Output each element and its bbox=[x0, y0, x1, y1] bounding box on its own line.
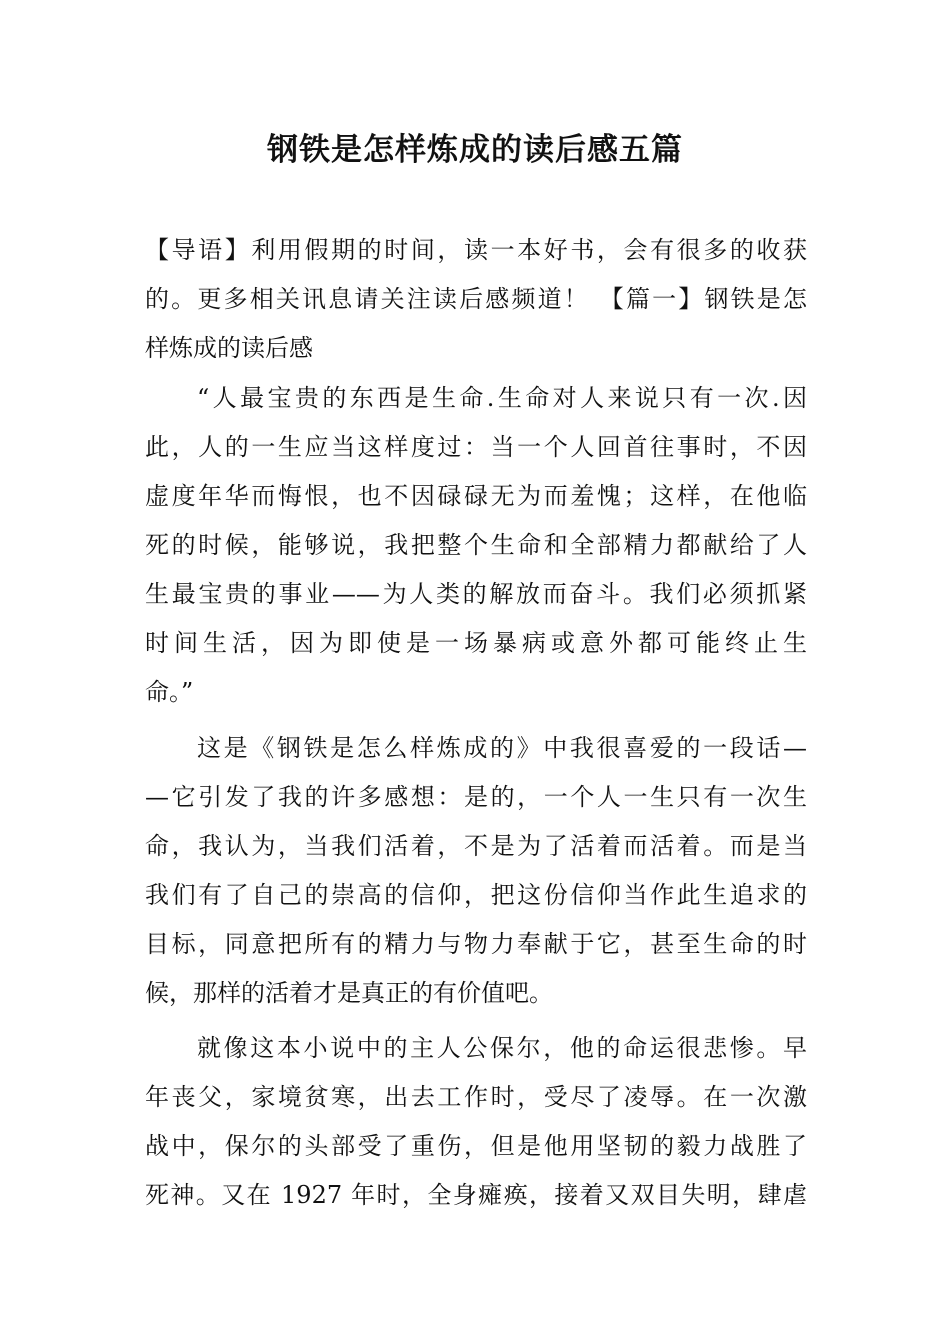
text-line: 我们有了自己的崇高的信仰，把这份信仰当作此生追求的 bbox=[145, 881, 807, 909]
story-paragraph bbox=[145, 1024, 807, 1220]
text-line: 生最宝贵的事业——为人类的解放而奋斗。我们必须抓紧 bbox=[145, 580, 807, 608]
text-line: 虚度年华而悔恨，也不因碌碌无为而羞愧；这样，在他临 bbox=[145, 482, 807, 510]
text-line: 死的时候，能够说，我把整个生命和全部精力都献给了人 bbox=[145, 531, 807, 559]
text-line: 命。” bbox=[145, 678, 194, 706]
text-line: —它引发了我的许多感想：是的，一个人一生只有一次生 bbox=[145, 783, 807, 811]
text-line: 就像这本小说中的主人公保尔，他的命运很悲惨。早 bbox=[197, 1034, 807, 1062]
text-line: 此，人的一生应当这样度过：当一个人回首往事时，不因 bbox=[145, 433, 807, 461]
text-line: 的。更多相关讯息请关注读后感频道！ 【篇一】钢铁是怎 bbox=[145, 285, 807, 313]
text-line: 命，我认为，当我们活着，不是为了活着而活着。而是当 bbox=[145, 832, 807, 860]
intro-paragraph bbox=[145, 226, 807, 373]
text-line: “人最宝贵的东西是生命.生命对人来说只有一次.因 bbox=[197, 384, 807, 412]
text-line: 战中，保尔的头部受了重伤，但是他用坚韧的毅力战胜了 bbox=[145, 1132, 807, 1160]
quote-paragraph bbox=[145, 374, 807, 717]
text-line: 这是《钢铁是怎么样炼成的》中我很喜爱的一段话— bbox=[197, 734, 807, 762]
text-line: 死神。又在 1927 年时，全身瘫痪，接着又双目失明，肆虐 bbox=[145, 1181, 807, 1209]
text-line: 年丧父，家境贫寒，出去工作时，受尽了凌辱。在一次激 bbox=[145, 1083, 807, 1111]
text-line: 【导语】利用假期的时间，读一本好书，会有很多的收获 bbox=[145, 236, 807, 264]
document-title: 钢铁是怎样炼成的读后感五篇 bbox=[267, 132, 683, 168]
text-line: 时间生活，因为即使是一场暴病或意外都可能终止生 bbox=[145, 629, 807, 657]
text-line: 样炼成的读后感 bbox=[145, 334, 313, 362]
text-line: 候，那样的活着才是真正的有价值吧。 bbox=[145, 979, 553, 1007]
text-line: 目标，同意把所有的精力与物力奉献于它，甚至生命的时 bbox=[145, 930, 807, 958]
reflection-paragraph bbox=[145, 724, 807, 1018]
